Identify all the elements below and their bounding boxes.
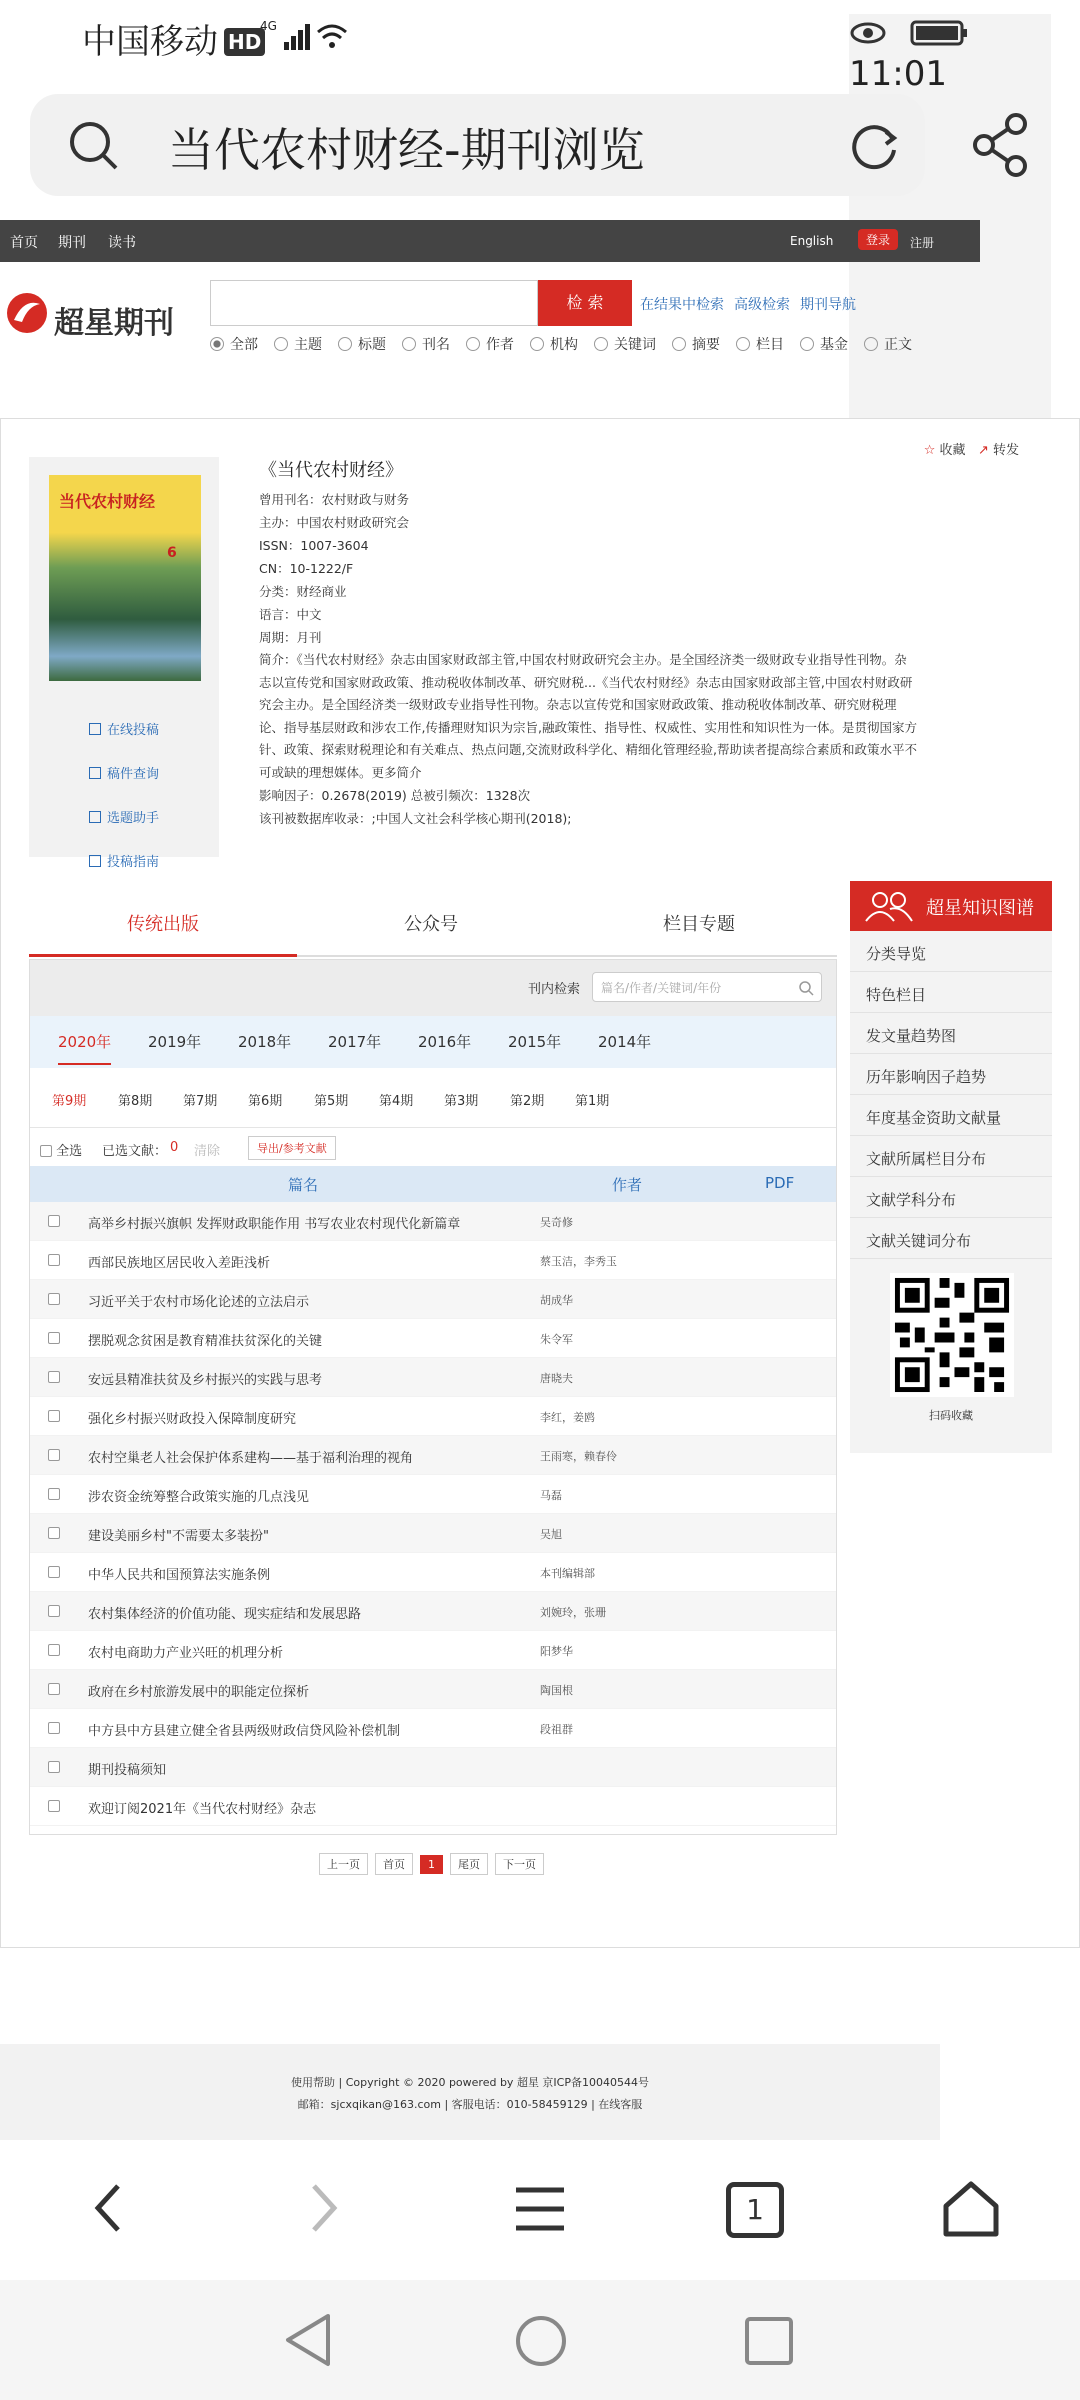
article-author: 吴奇修 — [540, 1216, 573, 1229]
star-icon: ☆ — [923, 443, 936, 458]
refresh-icon[interactable] — [848, 120, 902, 174]
article-author: 刘婉玲，张珊 — [540, 1606, 606, 1619]
journal-meta: 《当代农村财经》 曾用刊名：农村财政与财务 主办：中国农村财政研究会 ISSN：1007-3604 CN：10-1222/F 分类：财经商业 语言：中文 周期：月刊 简介：《当代农村财经》杂志由国家财政部主管,中国农村财政研究会主办。是全国经济类一级财政专业指导性刊物。杂志以宣传党和国家财政政策、推动税收体制改革、研究财税...《当代农村财经》杂志由国家财政部主管,中国农村财政研究会主办。是全国经济类一级财政专业指导性刊物。杂志以宣传党和国家财政政策、推动税收体制改革、研究财税理论、指导基层财政和涉农工作,传播理财知识为宗旨,融政策性、指导性、权威性、实用性和知识性为一体。是贯彻国家方针、政策、探索财税理论和有关难点、热点问题,交流财政科学化、精细化管理经验,帮助读者提高综合素质和政策水平不可或缺的理想媒体。更多简介 影响因子：0.2678(2019) 总被引频次：1328次 该刊被数据库收录：;中国人文社会科学核心期刊(2018); — [259, 459, 919, 830]
sidebar-item-category[interactable]: 分类导览 — [850, 931, 1052, 972]
row-checkbox[interactable] — [48, 1449, 60, 1461]
article-title-link[interactable]: 建设美丽乡村"不需要太多装扮" — [88, 1529, 269, 1544]
issue-6[interactable]: 第6期 — [248, 1094, 283, 1109]
table-row — [30, 1709, 836, 1748]
clear-button[interactable]: 清除 — [194, 1144, 221, 1159]
article-title-link[interactable]: 农村空巢老人社会保护体系建构——基于福利治理的视角 — [88, 1451, 414, 1466]
forward-link[interactable]: 转发 — [992, 443, 1019, 458]
issue-1[interactable]: 第1期 — [575, 1094, 610, 1109]
issue-9[interactable]: 第9期 — [52, 1094, 87, 1109]
row-checkbox[interactable] — [48, 1683, 60, 1695]
table-row — [30, 1358, 836, 1397]
search-small-icon[interactable] — [798, 980, 814, 996]
last-page[interactable]: 尾页 — [450, 1853, 488, 1875]
selected-label: 已选文献： — [102, 1144, 168, 1159]
articles-area — [29, 959, 837, 1835]
logo-icon — [6, 292, 48, 334]
in-journal-search: 刊内检索 篇名/作者/关键词/年份 — [30, 960, 836, 1016]
radio-journal: 刊名 — [402, 334, 450, 354]
article-author: 李红，姜鸥 — [540, 1411, 595, 1424]
select-all-checkbox[interactable]: 全选 — [40, 1140, 82, 1159]
forward-icon[interactable] — [306, 2180, 342, 2236]
tab-column-topics[interactable]: 栏目专题 — [663, 914, 735, 935]
article-author: 马磊 — [540, 1489, 562, 1502]
current-page[interactable]: 1 — [420, 1855, 443, 1874]
advanced-search-link[interactable]: 高级检索 — [734, 297, 790, 313]
year-2018[interactable]: 2018年 — [238, 1033, 292, 1051]
radio-column: 栏目 — [736, 334, 784, 354]
site-footer: 使用帮助 | Copyright © 2020 powered by 超星 京ICP备10040544号 邮箱：sjcxqikan@163.com | 客服电话：010-58459129 | 在线客服 — [0, 2044, 940, 2140]
menu-icon[interactable] — [512, 2186, 568, 2232]
sidebar-item-subject-dist[interactable]: 文献学科分布 — [850, 1177, 1052, 1218]
qr-code — [890, 1273, 1014, 1397]
journal-intro: 简介：《当代农村财经》杂志由国家财政部主管,中国农村财政研究会主办。是全国经济类一级财政专业指导性刊物。杂志以宣传党和国家财政政策、推动税收体制改革、研究财税...《当代农村财经》杂志由国家财政部主管,中国农村财政研究会主办。是全国经济类一级财政专业指导性刊物。杂志以宣传党和国家财政政策、推动税收体制改革、研究财税理论、指导基层财政和涉农工作,传播理财知识为宗旨,融政策性、指导性、权威性、实用性和知识性为一体。是贯彻国家方针、政策、探索财税理论和有关难点、热点问题,交流财政科学化、精细化管理经验,帮助读者提高综合素质和政策水平不可或缺的理想媒体。更多简介 — [259, 652, 917, 780]
table-row — [30, 1319, 836, 1358]
system-nav-bar — [0, 2280, 1080, 2400]
table-row — [30, 1514, 836, 1553]
manuscript-query-link[interactable]: 稿件查询 — [29, 763, 219, 782]
nav-back-icon[interactable] — [282, 2312, 334, 2368]
year-2019[interactable]: 2019年 — [148, 1033, 202, 1051]
share-icon[interactable] — [970, 112, 1030, 178]
year-2014[interactable]: 2014年 — [598, 1033, 652, 1051]
knowledge-graph-header[interactable]: 超星知识图谱 — [850, 881, 1052, 931]
article-author: 陶国根 — [540, 1684, 573, 1697]
sidebar-item-featured[interactable]: 特色栏目 — [850, 972, 1052, 1013]
table-header: 篇名 作者 PDF — [30, 1166, 836, 1202]
table-row — [30, 1592, 836, 1631]
next-page[interactable]: 下一页 — [495, 1853, 544, 1875]
table-row — [30, 1436, 836, 1475]
tabs-button[interactable]: 1 — [726, 2182, 784, 2238]
radio-title: 标题 — [338, 334, 386, 354]
top-nav — [0, 220, 980, 262]
year-2016[interactable]: 2016年 — [418, 1033, 472, 1051]
issue-2[interactable]: 第2期 — [510, 1094, 545, 1109]
article-title-link[interactable]: 欢迎订阅2021年《当代农村财经》杂志 — [88, 1802, 317, 1817]
article-author: 唐晓夫 — [540, 1372, 573, 1385]
article-title-link[interactable]: 摆脱观念贫困是教育精准扶贫深化的关键 — [88, 1334, 323, 1349]
article-author: 段祖群 — [540, 1723, 573, 1736]
year-tabs — [30, 1016, 836, 1068]
clock: 11:01 — [849, 54, 947, 94]
article-title-link[interactable]: 强化乡村振兴财政投入保障制度研究 — [88, 1412, 297, 1427]
article-title-link[interactable]: 中方县中方县建立健全省县两级财政信贷风险补偿机制 — [88, 1724, 401, 1739]
hd-badge: HD — [224, 28, 265, 56]
issue-7[interactable]: 第7期 — [183, 1094, 218, 1109]
article-title-link[interactable]: 政府在乡村旅游发展中的职能定位探析 — [88, 1685, 310, 1700]
site-search-button[interactable]: 检 索 — [538, 280, 632, 326]
tab-wechat[interactable]: 公众号 — [404, 914, 458, 935]
first-page[interactable]: 首页 — [375, 1853, 413, 1875]
table-row — [30, 1280, 836, 1319]
search-within-link[interactable]: 在结果中检索 — [640, 297, 724, 313]
year-2017[interactable]: 2017年 — [328, 1033, 382, 1051]
radio-org: 机构 — [530, 334, 578, 354]
table-row — [30, 1670, 836, 1709]
export-button[interactable]: 导出/参考文献 — [248, 1136, 336, 1160]
search-scope-radios[interactable] — [210, 334, 928, 354]
in-journal-search-input[interactable]: 篇名/作者/关键词/年份 — [592, 972, 822, 1002]
article-author: 朱令军 — [540, 1333, 573, 1346]
row-checkbox[interactable] — [48, 1371, 60, 1383]
table-row — [30, 1241, 836, 1280]
content-tabs — [29, 893, 837, 957]
nav-journal[interactable]: 期刊 — [58, 235, 86, 251]
qr-caption: 扫码收藏 — [929, 1409, 973, 1422]
row-checkbox[interactable] — [48, 1215, 60, 1227]
pagination — [319, 1853, 551, 1875]
article-title-link[interactable]: 涉农资金统筹整合政策实施的几点浅见 — [88, 1490, 310, 1505]
carrier: 中国移动 HD — [82, 14, 265, 63]
article-author: 王雨寒，赖春伶 — [540, 1450, 617, 1463]
site-logo[interactable]: 超星期刊 — [6, 292, 196, 340]
article-title-link[interactable]: 期刊投稿须知 — [88, 1763, 167, 1778]
sidebar-item-fund[interactable]: 年度基金资助文献量 — [850, 1095, 1052, 1136]
topic-assistant-link[interactable]: 选题助手 — [29, 807, 219, 826]
article-title-link[interactable]: 农村集体经济的价值功能、现实症结和发展思路 — [88, 1607, 362, 1622]
row-checkbox[interactable] — [48, 1488, 60, 1500]
collect-link[interactable]: 收藏 — [939, 443, 966, 458]
radio-keyword: 关键词 — [594, 334, 656, 354]
issue-4[interactable]: 第4期 — [379, 1094, 414, 1109]
article-title-link[interactable]: 高举乡村振兴旗帜 发挥财政职能作用 书写农业农村现代化新篇章 — [88, 1217, 461, 1232]
site-search-input[interactable] — [210, 280, 538, 326]
tab-traditional[interactable]: 传统出版 — [29, 893, 297, 957]
article-title-link[interactable]: 中华人民共和国预算法实施条例 — [88, 1568, 271, 1583]
nav-home-icon[interactable] — [514, 2314, 568, 2368]
article-title-link[interactable]: 安远县精准扶贫及乡村振兴的实践与思考 — [88, 1373, 323, 1388]
sidebar-item-impact[interactable]: 历年影响因子趋势 — [850, 1054, 1052, 1095]
issue-tabs — [30, 1068, 836, 1128]
row-checkbox[interactable] — [48, 1644, 60, 1656]
row-checkbox[interactable] — [48, 1605, 60, 1617]
cover-box — [29, 457, 219, 870]
favorite-share — [924, 439, 1019, 458]
issue-5[interactable]: 第5期 — [314, 1094, 349, 1109]
journal-title: 《当代农村财经》 — [259, 460, 403, 481]
year-2015[interactable]: 2015年 — [508, 1033, 562, 1051]
row-checkbox[interactable] — [48, 1410, 60, 1422]
submit-online-link[interactable]: 在线投稿 — [29, 719, 219, 738]
row-checkbox[interactable] — [48, 1527, 60, 1539]
nav-recents-icon[interactable] — [744, 2316, 794, 2366]
article-author: 本刊编辑部 — [540, 1567, 595, 1580]
journal-nav-link[interactable]: 期刊导航 — [800, 297, 856, 313]
sidebar-item-trend[interactable]: 发文量趋势图 — [850, 1013, 1052, 1054]
eye-icon — [849, 19, 887, 47]
browser-toolbar — [0, 2140, 1080, 2280]
people-icon — [862, 889, 916, 923]
journal-cover: 当代农村财经 6 — [49, 475, 201, 681]
status-bar — [0, 0, 1080, 94]
article-title-link[interactable]: 西部民族地区居民收入差距浅析 — [88, 1256, 271, 1271]
radio-abstract: 摘要 — [672, 334, 720, 354]
table-row — [30, 1475, 836, 1514]
home-icon[interactable] — [940, 2178, 1002, 2240]
signal-icon — [260, 18, 350, 58]
issue-8[interactable]: 第8期 — [118, 1094, 153, 1109]
svg-text:4G: 4G — [260, 19, 277, 33]
battery-icon — [910, 19, 970, 47]
table-row — [30, 1631, 836, 1670]
back-icon[interactable] — [90, 2180, 126, 2236]
table-row — [30, 1397, 836, 1436]
radio-fulltext: 正文 — [864, 334, 912, 354]
table-row — [30, 1787, 836, 1826]
row-checkbox[interactable] — [48, 1332, 60, 1344]
table-row — [30, 1202, 836, 1241]
article-author: 胡成华 — [540, 1294, 573, 1307]
share-small-icon: ↗ — [977, 443, 989, 458]
radio-author: 作者 — [466, 334, 514, 354]
selected-count: 0 — [170, 1140, 179, 1155]
search-icon — [68, 120, 120, 172]
article-title-link[interactable]: 习近平关于农村市场化论述的立法启示 — [88, 1295, 310, 1310]
row-checkbox[interactable] — [48, 1761, 60, 1773]
nav-english[interactable]: English — [790, 234, 834, 248]
page-title: 当代农村财经-期刊浏览 — [168, 123, 645, 177]
article-author: 吴旭 — [540, 1528, 562, 1541]
prev-page[interactable]: 上一页 — [319, 1853, 368, 1875]
row-checkbox[interactable] — [48, 1800, 60, 1812]
sidebar-item-keyword-dist[interactable]: 文献关键词分布 — [850, 1218, 1052, 1259]
address-bar[interactable] — [30, 94, 925, 196]
selection-toolbar — [30, 1128, 836, 1166]
nav-reading[interactable]: 读书 — [108, 235, 136, 251]
issue-3[interactable]: 第3期 — [444, 1094, 479, 1109]
login-button[interactable]: 登录 — [858, 229, 898, 250]
register-link[interactable]: 注册 — [910, 236, 935, 250]
radio-all: 全部 — [210, 334, 258, 354]
journal-panel — [0, 418, 1080, 1948]
radio-topic: 主题 — [274, 334, 322, 354]
article-author: 阳梦华 — [540, 1645, 573, 1658]
knowledge-sidebar — [850, 881, 1052, 1453]
article-author: 蔡玉洁，李秀玉 — [540, 1255, 617, 1268]
nav-home[interactable]: 首页 — [10, 235, 38, 251]
sidebar-item-column-dist[interactable]: 文献所属栏目分布 — [850, 1136, 1052, 1177]
row-checkbox[interactable] — [48, 1722, 60, 1734]
row-checkbox[interactable] — [48, 1566, 60, 1578]
article-title-link[interactable]: 农村电商助力产业兴旺的机理分析 — [88, 1646, 284, 1661]
row-checkbox[interactable] — [48, 1293, 60, 1305]
table-row — [30, 1553, 836, 1592]
table-row — [30, 1748, 836, 1787]
row-checkbox[interactable] — [48, 1254, 60, 1266]
radio-fund: 基金 — [800, 334, 848, 354]
submission-guide-link[interactable]: 投稿指南 — [29, 851, 219, 870]
year-2020[interactable]: 2020年 — [58, 1031, 111, 1065]
